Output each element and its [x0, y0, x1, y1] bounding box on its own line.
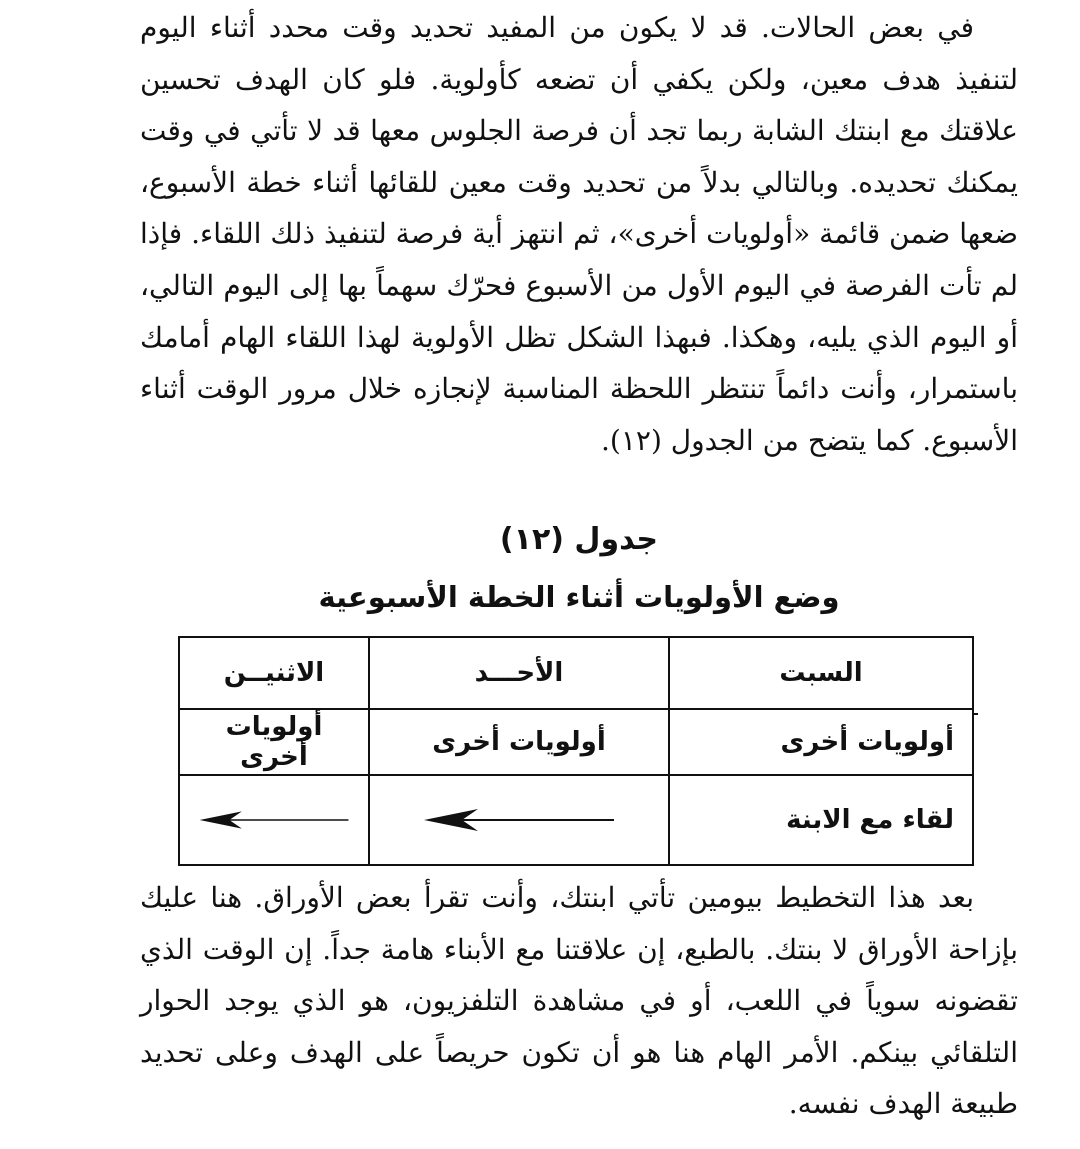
- header-monday: الاثنيــن: [179, 637, 369, 709]
- paragraph-intro-text: في بعض الحالات. قد لا يكون من المفيد تحديد وقت محدد أثناء اليوم لتنفيذ هدف معين، ولكن يكفي أن تضعه كأولوية. فلو كان الهدف تحسين علاقتك مع ابنتك الشابة ربما تجد أن فرصة الجلوس معها قد لا تأتي في وقت يمكنك تحديده. وبالتالي بدلاً من تحديد وقت معين للقائها أثناء خطة الأسبوع، ضعها ضمن قائمة «أولويات أخرى»، ثم انتهز أية فرصة لتنفيذ ذلك اللقاء. فإذا لم تأت الفرصة في اليوم الأول من الأسبوع فحرّك سهماً بها إلى اليوم التالي، أو اليوم الذي يليه، وهكذا. فبهذا الشكل تظل الأولوية لهذا اللقاء الهام أمامك باستمرار، وأنت دائماً تنتظر اللحظة المناسبة لإنجازه خلال مرور الوقت أثناء الأسبوع. كما يتضح من الجدول (١٢).: [140, 11, 1018, 457]
- cell-priorities-monday: أولويات أخرى: [179, 709, 369, 775]
- table-row-priorities: [179, 709, 973, 775]
- paragraph-followup: [140, 872, 1018, 1130]
- table-row-meeting: [179, 775, 973, 865]
- table-header-row: [179, 637, 973, 709]
- header-saturday: السبت: [669, 637, 973, 709]
- paragraph-followup-text: بعد هذا التخطيط بيومين تأتي ابنتك، وأنت تقرأ بعض الأوراق. هنا عليك بإزاحة الأوراق لا بنتك. بالطبع، إن علاقتنا مع الأبناء هامة جداً. إن الوقت الذي تقضونه سوياً في اللعب، أو في مشاهدة التلفزيون، هو الذي يوجد الحوار التلقائي بينكم. الأمر الهام هنا هو أن تكون حريصاً على الهدف وعلى تحديد طبيعة الهدف نفسه.: [140, 881, 1018, 1121]
- left-arrow-icon: [198, 808, 350, 832]
- cell-meeting-sunday: [369, 775, 669, 865]
- table-title: وضع الأولويات أثناء الخطة الأسبوعية: [318, 580, 840, 614]
- paragraph-intro: [140, 2, 1018, 466]
- cell-priorities-saturday: أولويات أخرى: [669, 709, 973, 775]
- header-sunday: الأحـــد: [369, 637, 669, 709]
- table-edge-mark: [972, 713, 978, 715]
- cell-priorities-sunday: أولويات أخرى: [369, 709, 669, 775]
- weekly-priorities-table: [178, 636, 974, 866]
- cell-meeting-label: لقاء مع الابنة: [669, 775, 973, 865]
- table-number: جدول (١٢): [499, 522, 659, 557]
- left-arrow-icon: [422, 808, 616, 832]
- cell-meeting-monday: [179, 775, 369, 865]
